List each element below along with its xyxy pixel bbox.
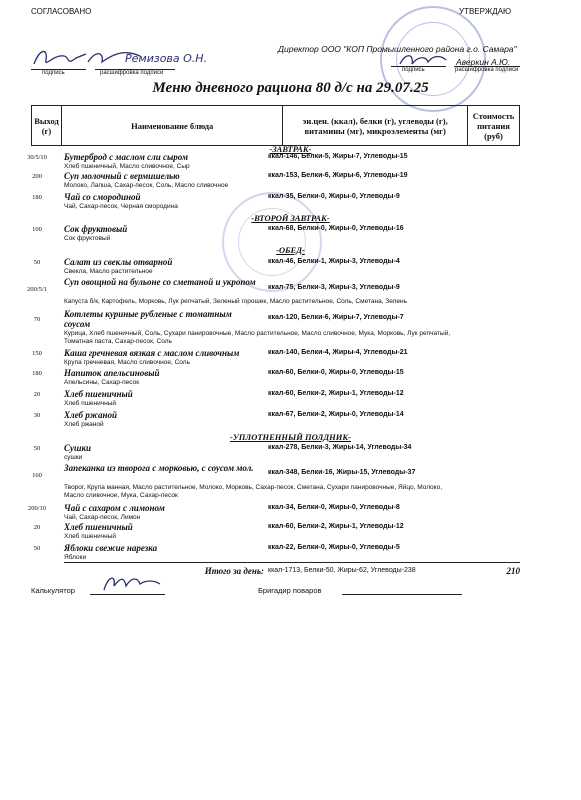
right-sig-name: Аверкин А.Ю. bbox=[456, 57, 511, 67]
left-sig-caption-2: расшифровка подписи bbox=[100, 70, 164, 76]
item-output: 20 bbox=[33, 391, 41, 398]
item-composition: Сок фруктовый bbox=[64, 235, 111, 242]
item-name: Хлеб пшеничный bbox=[64, 522, 133, 532]
left-signature bbox=[30, 44, 210, 70]
table-header bbox=[31, 105, 520, 146]
col-output-header: Выход (г) bbox=[32, 106, 62, 146]
section-title-second-breakfast: -ВТОРОЙ ЗАВТРАК- bbox=[251, 213, 330, 223]
item-name: Суп овощной на бульоне со сметаной и укропом bbox=[64, 277, 256, 287]
item-output: 200/10 bbox=[27, 505, 47, 512]
item-output: 180 bbox=[32, 370, 42, 377]
item-name: Чай с сахаром с лимоном bbox=[64, 503, 165, 513]
item-composition: Молоко, Лапша, Сахар-песок, Соль, Масло сливочное bbox=[64, 182, 229, 189]
item-composition: Крупа гречневая, Масло сливочное, Соль bbox=[64, 359, 190, 366]
item-nutrition: ккал-35, Белки-0, Жиры-0, Углеводы-9 bbox=[268, 193, 400, 200]
item-name: Каша гречневая вязкая с маслом сливочным bbox=[64, 348, 240, 358]
item-composition: Чай, Сахар-песок, Лимон bbox=[64, 514, 141, 521]
item-nutrition: ккал-60, Белки-0, Жиры-0, Углеводы-15 bbox=[268, 369, 404, 376]
item-name: Салат из свеклы отварной bbox=[64, 257, 173, 267]
section-title-breakfast: -ЗАВТРАК- bbox=[269, 144, 312, 154]
item-name: Бутерброд с маслом сли сыром bbox=[64, 152, 189, 162]
item-output: 180 bbox=[32, 194, 42, 201]
item-nutrition: ккал-34, Белки-0, Жиры-0, Углеводы-8 bbox=[268, 504, 400, 511]
item-name: Котлеты куриные рубленые с томатным соусом bbox=[64, 309, 232, 329]
item-name: Хлеб пшеничный bbox=[64, 389, 133, 399]
item-output: 50 bbox=[33, 259, 41, 266]
item-nutrition: ккал-75, Белки-3, Жиры-3, Углеводы-9 bbox=[268, 284, 400, 291]
right-sig-caption-1: подпись bbox=[402, 67, 425, 73]
section-title-lunch: -ОБЕД- bbox=[276, 245, 305, 255]
item-name: Суп молочный с вермишелью bbox=[64, 171, 180, 181]
item-composition: Свекла, Масло растительное bbox=[64, 268, 153, 275]
item-nutrition: ккал-46, Белки-1, Жиры-3, Углеводы-4 bbox=[268, 258, 400, 265]
col-nutrition-header: эн.цен. (ккал), белки (г), углеводы (г), витамины (мг), микроэлементы (мг) bbox=[283, 106, 468, 146]
item-output: 200 bbox=[32, 173, 42, 180]
page-title: Меню дневного рациона 80 д/с на 29.07.25 bbox=[152, 80, 429, 96]
item-nutrition: ккал-60, Белки-2, Жиры-1, Углеводы-12 bbox=[268, 523, 404, 530]
item-output: 150 bbox=[32, 350, 42, 357]
item-name: Напиток апельсиновый bbox=[64, 368, 160, 378]
calculator-signature bbox=[98, 570, 168, 596]
item-name: Яблоки свежие нарезка bbox=[64, 543, 158, 553]
item-composition: Хлеб ржаной bbox=[64, 421, 104, 428]
item-nutrition: ккал-22, Белки-0, Жиры-0, Углеводы-5 bbox=[268, 544, 400, 551]
item-composition: Хлеб пшеничный bbox=[64, 533, 117, 540]
item-output: 30/5/10 bbox=[27, 154, 47, 161]
brigadier-label: Бригадир поваров bbox=[258, 586, 322, 595]
item-name: Запеканка из творога с морковью, с соусом мол. bbox=[64, 463, 254, 473]
total-divider bbox=[64, 562, 520, 563]
item-nutrition: ккал-120, Белки-6, Жиры-7, Углеводы-7 bbox=[268, 314, 404, 321]
col-name-header: Наименование блюда bbox=[61, 106, 282, 146]
item-composition: Хлеб пшеничный bbox=[64, 400, 117, 407]
item-nutrition: ккал-146, Белки-5, Жиры-7, Углеводы-15 bbox=[268, 153, 408, 160]
item-composition: Чай, Сахар-песок, Черная смородина bbox=[64, 203, 178, 210]
item-output: 30 bbox=[33, 412, 41, 419]
item-output: 50 bbox=[33, 445, 41, 452]
item-nutrition: ккал-348, Белки-16, Жиры-15, Углеводы-37 bbox=[268, 469, 416, 476]
item-name: Хлеб ржаной bbox=[64, 410, 117, 420]
item-output: 20 bbox=[33, 524, 41, 531]
item-output: 70 bbox=[33, 316, 41, 323]
item-composition: Хлеб пшеничный, Масло сливочное, Сыр bbox=[64, 163, 190, 170]
item-composition: сушки bbox=[64, 454, 83, 461]
item-composition: Апельсины, Сахар-песок bbox=[64, 379, 140, 386]
approved-label: УТВЕРЖДАЮ bbox=[459, 7, 512, 16]
item-nutrition: ккал-60, Белки-2, Жиры-1, Углеводы-12 bbox=[268, 390, 404, 397]
director-title: Директор ООО "КОП Промышленного района г.о. Самара" bbox=[278, 44, 517, 54]
left-signature-name: Ремизова О.Н. bbox=[125, 52, 208, 65]
item-nutrition: ккал-153, Белки-6, Жиры-6, Углеводы-19 bbox=[268, 172, 408, 179]
item-name: Сок фруктовый bbox=[64, 224, 128, 234]
calculator-sig-line bbox=[90, 594, 165, 595]
item-output: 200/5/1 bbox=[27, 286, 47, 293]
left-sig-caption-1: подпись bbox=[42, 70, 65, 76]
total-label: Итого за день: bbox=[204, 566, 264, 576]
calculator-label: Калькулятор bbox=[31, 586, 75, 595]
item-output: 100 bbox=[32, 226, 42, 233]
item-nutrition: ккал-278, Белки-3, Жиры-14, Углеводы-34 bbox=[268, 444, 412, 451]
item-composition: Творог, Крупа манная, Масло растительное, Молоко, Морковь, Сахар-песок, Сметана, Сухари панировочные, Яйцо, Молоко, Масло сливочное, Мука, Сахар-песок bbox=[64, 484, 443, 499]
item-composition: Капуста б/к, Картофель, Морковь, Лук репчатый, Зеленый горошек, Масло растительное, Соль, Сметана, Зелень bbox=[64, 298, 408, 305]
item-output: 50 bbox=[33, 545, 41, 552]
item-composition: Курица, Хлеб пшеничный, Соль, Сухари панировочные, Масло растительное, Масло сливочное, Мука, Морковь, Лук репчатый, Томатная паста, Сахар-песок, Соль bbox=[64, 330, 451, 345]
section-title-afternoon-snack: -УПЛОТНЕННЫЙ ПОЛДНИК- bbox=[230, 432, 351, 442]
item-nutrition: ккал-67, Белки-2, Жиры-0, Углеводы-14 bbox=[268, 411, 404, 418]
right-sig-caption-2: расшифровка подписи bbox=[455, 67, 519, 73]
item-name: Чай со смородиной bbox=[64, 192, 141, 202]
total-nutrition: ккал-1713, Белки-50, Жиры-62, Углеводы-238 bbox=[268, 567, 416, 574]
item-output: 160 bbox=[32, 472, 42, 479]
col-cost-header: Стоимость питания (руб) bbox=[467, 106, 519, 146]
item-nutrition: ккал-140, Белки-4, Жиры-4, Углеводы-21 bbox=[268, 349, 408, 356]
item-composition: Яблоки bbox=[64, 554, 87, 561]
item-name: Сушки bbox=[64, 443, 92, 453]
brigadier-sig-line bbox=[342, 594, 462, 595]
total-cost: 210 bbox=[506, 566, 520, 576]
agreed-label: СОГЛАСОВАНО bbox=[31, 7, 92, 16]
item-nutrition: ккал-68, Белки-0, Жиры-0, Углеводы-16 bbox=[268, 225, 404, 232]
